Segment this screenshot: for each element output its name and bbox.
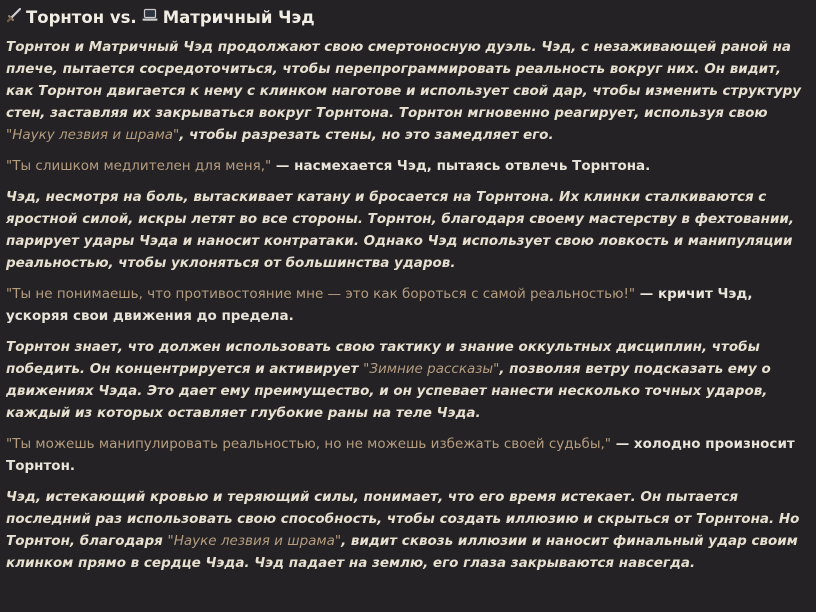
dialogue-quote: "Ты слишком медлителен для меня," [6,158,272,174]
narration-paragraph-1 [6,36,810,146]
dialogue-quote: "Ты не понимаешь, что противостояние мне — это как бороться с самой реальностью!" [6,286,636,302]
sword-icon-graphic [6,7,22,23]
dialogue-attribution: — насмехается Чэд, пытаясь отвлечь Торнтона. [271,158,651,174]
sword-icon [6,7,22,30]
ability-highlight: "Науке лезвия и шрама" [167,533,342,549]
title-right-name: Матричный Чэд [162,8,315,27]
dialogue-paragraph-2 [6,283,810,327]
dialogue-attribution: — кричит Чэд, ускоряя свои движения до предела. [6,286,753,324]
title-left-name: Торнтон vs. [26,8,137,27]
laptop-icon [142,7,158,29]
ability-highlight: "Зимние рассказы" [363,361,500,377]
ability-highlight: "Науку лезвия и шрама" [6,127,180,143]
narration-paragraph-2 [6,186,810,274]
narration-paragraph-3 [6,336,810,424]
narration-text: Торнтон и Матричный Чэд продолжают свою смертоносную дуэль. Чэд, с незаживающей раной на плече, пытается сосредоточиться, чтобы перепрограммировать реальность вокруг них. Он видит, как Торнтон двигается к нему с клинком наготове и использует свой дар, чтобы изменить структуру стен, заставляя их закрываться вокруг Торнтона. Торнтон мгновенно реагирует, используя свою [6,39,802,121]
narration-text: , чтобы разрезать стены, но это замедляет его. [179,127,554,143]
dialogue-attribution: — холодно произносит Торнтон. [6,436,795,474]
narration-text: Торнтон знает, что должен использовать свою тактику и знание оккультных дисциплин, чтобы победить. Он концентрируется и активирует [6,339,760,377]
laptop-icon-graphic [142,8,158,22]
narration-text: Чэд, несмотря на боль, вытаскивает катану и бросается на Торнтона. Их клинки сталкиваются с яростной силой, искры летят во все стороны. Торнтон, благодаря своему мастерству в фехтовании, парирует удары Чэда и наносит контратаки. Однако Чэд использует свою ловкость и манипуляции реальностью, чтобы уклоняться от большинства ударов. [6,189,795,271]
narration-paragraph-4 [6,486,810,574]
narration-text: , видит сквозь иллюзии и наносит финальный удар своим клинком прямо в сердце Чэда. Чэд падает на землю, его глаза закрываются навсегда. [6,533,798,571]
dialogue-quote: "Ты можешь манипулировать реальностью, но не можешь избежать своей судьбы," [6,436,612,452]
narration-text: Чэд, истекающий кровью и теряющий силы, понимает, что его время истекает. Он пытается последний раз использовать свою способность, чтобы создать иллюзию и скрыться от Торнтона. Но Торнтон, благодаря [6,489,800,549]
narration-text: , позволяя ветру подсказать ему о движениях Чэда. Это дает ему преимущество, и он успевает нанести несколько точных ударов, каждый из которых оставляет глубокие раны на теле Чэда. [6,361,771,421]
dialogue-paragraph-1 [6,155,810,177]
story-title [6,6,810,30]
dialogue-paragraph-3 [6,433,810,477]
